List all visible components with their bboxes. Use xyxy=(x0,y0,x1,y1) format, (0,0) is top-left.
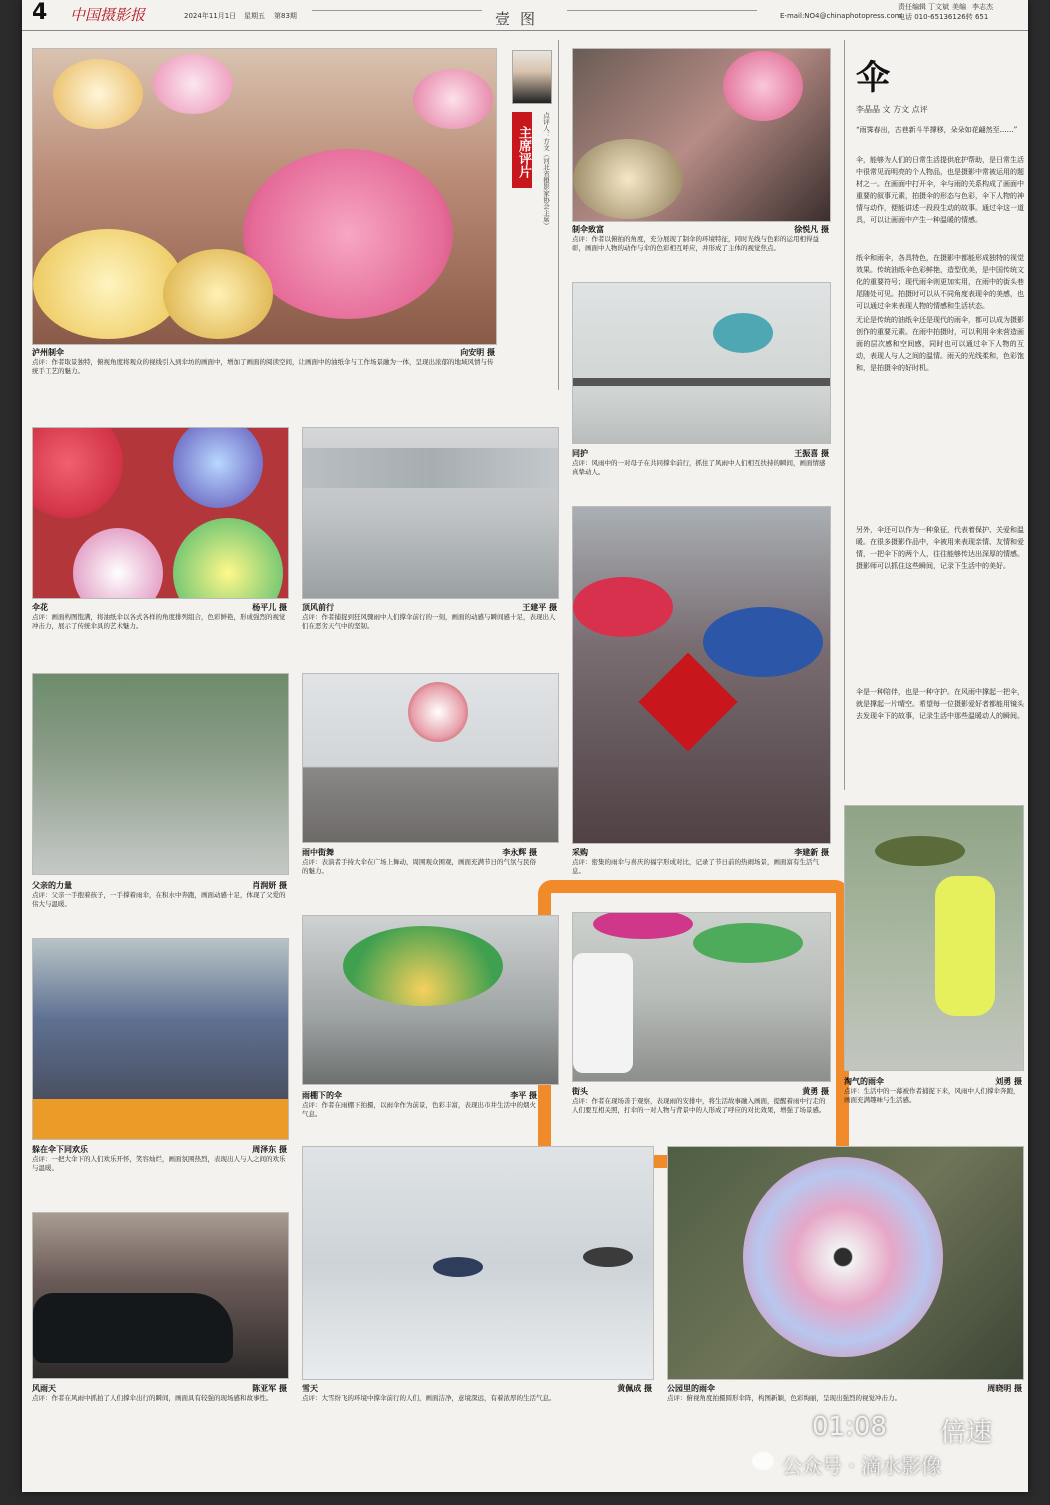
contact-phone: 电话 010-65136126转 651 xyxy=(898,13,989,21)
photo-comment: 点评：一把大伞下的人们欢乐开怀，笑容灿烂，画面氛围热烈，表现出人与人之间的欢乐与温暖。 xyxy=(32,1155,286,1172)
photo-caption: 街头 xyxy=(572,1087,588,1096)
umbrella-shape xyxy=(723,51,803,121)
photo-credit: 黄佩成 摄 xyxy=(617,1384,652,1393)
photo-credit: 杨平儿 摄 xyxy=(252,603,287,612)
photo-comment: 点评：画面构图饱满，将油纸伞以各式各样的角度排列组合，色彩鲜艳，形成强烈的视觉冲击力，展示了传统伞具的艺术魅力。 xyxy=(32,613,286,630)
photo-comment: 点评：表演者手持大伞在广场上舞动，周围观众围观，画面充满节日的气氛与民俗的魅力。 xyxy=(302,858,536,875)
photo-credit: 向安明 摄 xyxy=(460,348,495,357)
reviewer-avatar xyxy=(512,50,552,104)
umbrella-shape xyxy=(163,249,273,339)
photo-caption: 泸州制伞 xyxy=(32,348,64,357)
article-byline: 李晶晶 文 方文 点评 xyxy=(856,105,928,114)
railing xyxy=(573,378,830,386)
paper-name: 中国摄影报 xyxy=(70,6,146,24)
photo-credit: 陈亚军 摄 xyxy=(252,1384,287,1393)
umbrella-shape xyxy=(173,427,263,508)
playback-speed-button[interactable]: 倍速 xyxy=(940,1418,993,1448)
umbrella-shape xyxy=(593,912,693,939)
watermark: 公众号 · 滴水影像 xyxy=(782,1454,942,1478)
photo-comment: 点评：作者在现场善于观察，表现雨的安排中，将生活故事融入画面，提醒着雨中行走的人们要互相关照，打伞的一对人物与背景中的人形成了呼应的对比效果，增强了场景感。 xyxy=(572,1097,826,1114)
photo-comment: 点评：作者取景独特，俯视角度将观众的视线引入到伞坊的画面中，增加了画面的阅读空间，让画面中的油纸伞与工作场景融为一体，呈现出浓郁的地域风情与传统手工艺的魅力。 xyxy=(32,358,494,375)
editor-name: 丁文斌 xyxy=(928,3,949,11)
umbrella-shape xyxy=(153,54,233,114)
masthead xyxy=(22,0,1028,31)
umbrella-shape xyxy=(32,427,123,518)
photo-fuqin xyxy=(32,673,289,875)
photo-credit: 徐悦凡 摄 xyxy=(794,225,829,234)
photo-credit: 王建平 摄 xyxy=(522,603,557,612)
photo-comment: 点评：作者在风雨中抓拍了人们撑伞出行的瞬间，画面具有较强的现场感和故事性。 xyxy=(32,1394,273,1402)
photo-caption: 同护 xyxy=(572,449,588,458)
masthead-divider-left xyxy=(312,10,482,11)
umbrella-shape xyxy=(33,229,183,339)
designer-label: 美编 xyxy=(952,3,966,11)
photo-xuetian xyxy=(302,1146,654,1380)
photo-credit: 刘勇 摄 xyxy=(995,1077,1022,1086)
yellow-raincoat xyxy=(935,876,995,1016)
section-title: 壹图 xyxy=(495,10,546,28)
umbrella-shape xyxy=(413,69,493,129)
photo-comment: 点评：生活中的一幕被作者捕捉下来，风雨中人们撑伞奔跑，画面充满趣味与生活感。 xyxy=(844,1087,1020,1104)
umbrella-shape xyxy=(433,1257,483,1277)
contact-email: E-mail:NO4@chinaphotopress.com xyxy=(780,12,902,20)
photo-gongyuan xyxy=(667,1146,1024,1380)
photo-caption: 公园里的雨伞 xyxy=(667,1384,715,1393)
photo-comment: 点评：父亲一手抱着孩子，一手撑着雨伞，在积水中奔跑，画面动感十足，体现了父爱的伟大与温暖。 xyxy=(32,891,286,908)
weekday: 星期五 xyxy=(244,12,265,20)
photo-yuzhong xyxy=(302,673,559,843)
photo-jietou xyxy=(572,912,831,1082)
photo-caption: 伞花 xyxy=(32,603,48,612)
video-timestamp: 01:08 xyxy=(812,1412,887,1442)
photo-sanhua xyxy=(32,427,289,599)
photo-comment: 点评：风雨中的一对母子在共同撑伞前行，抓住了风雨中人们相互扶持的瞬间，画面情感真挚动人。 xyxy=(572,459,826,476)
photo-comment: 点评：作者在雨棚下拍摄，以雨伞作为前景，色彩丰富，表现出市井生活中的烟火气息。 xyxy=(302,1101,536,1118)
editor-label: 责任编辑 xyxy=(898,3,926,11)
umbrella-shape xyxy=(693,923,803,963)
umbrella-shape xyxy=(573,139,683,219)
photo-zhisan xyxy=(572,48,831,222)
photo-credit: 王振喜 摄 xyxy=(794,449,829,458)
article-paragraph: 另外，伞还可以作为一种象征，代表着保护、关爱和温暖。在很多摄影作品中，伞被用来表现亲情、友情和爱情，一把伞下的两个人，往往能够传达出深厚的情感。摄影师可以抓住这些瞬间，记录下生活中的美好。 xyxy=(856,526,1024,570)
photo-credit: 李永辉 摄 xyxy=(502,848,537,857)
article-paragraph: 伞，能够为人们的日常生活提供庇护帮助，是日常生活中很常见而明亮的个人物品，也是摄影中常被运用的题材之一。在画面中打开伞，伞与雨的关系构成了画面中重要的叙事元素，拍摄伞的形态与色彩，伞下人物的神情与动作，便能讲述一段段生动的故事。通过伞这一道具，可以让画面中产生一种温暖的情感。 xyxy=(856,156,1024,224)
photo-comment: 点评：作者捕捉到狂风骤雨中人们撑伞前行的一刻，画面的动感与瞬间感十足，表现出人们在恶劣天气中的坚韧。 xyxy=(302,613,556,630)
photo-caption: 躲在伞下同欢乐 xyxy=(32,1145,88,1154)
photo-credit: 周晓明 摄 xyxy=(987,1384,1022,1393)
designer-name: 李志杰 xyxy=(972,3,993,11)
reviewer-tag: 主席评片 xyxy=(512,112,532,188)
umbrella-shape xyxy=(73,528,163,599)
umbrella-shape xyxy=(875,836,965,866)
umbrella-shape xyxy=(408,682,468,742)
photo-comment: 点评：作者以俯拍的角度，充分展现了制伞的环境特征，同时光线与色彩的运用相得益彰，画面中人物的动作与伞的色彩相互呼应，并形成了主体的视觉焦点。 xyxy=(572,235,819,252)
column-divider xyxy=(844,40,845,790)
page-number: 4 xyxy=(32,0,48,25)
photo-caption: 风雨天 xyxy=(32,1384,56,1393)
umbrella-shape xyxy=(343,926,503,1006)
photo-dingfeng xyxy=(302,427,559,599)
white-car xyxy=(573,953,633,1073)
article-paragraph: 无论是传统的油纸伞还是现代的雨伞，都可以成为摄影创作的重要元素。在雨中拍摄时，可以利用伞来营造画面的层次感和空间感，同时也可以通过伞下人物的互动，表现人与人之间的温情。雨天的光线柔和，色彩饱和，是拍摄伞的好时机。 xyxy=(856,316,1024,372)
umbrella-shape xyxy=(243,149,453,319)
issue-number: 第83期 xyxy=(274,12,297,20)
photo-credit: 李建新 摄 xyxy=(794,848,829,857)
photo-tonghu xyxy=(572,282,831,444)
article-title: 伞 xyxy=(856,58,890,98)
skyline xyxy=(303,448,558,488)
issue-date: 2024年11月1日 xyxy=(184,12,237,20)
umbrella-shape xyxy=(53,59,143,129)
umbrella-shape xyxy=(583,1247,633,1267)
column-divider xyxy=(558,40,559,390)
photo-yupeng xyxy=(302,915,559,1085)
photo-comment: 点评：大雪纷飞的环境中撑伞前行的人们，画面洁净，意境深远，有着浓厚的生活气息。 xyxy=(302,1394,556,1402)
orange-stools xyxy=(33,1099,288,1139)
photo-caigou xyxy=(572,506,831,844)
photo-huanle xyxy=(32,938,289,1140)
photo-luzhou xyxy=(32,48,497,345)
photo-fengyu xyxy=(32,1212,289,1379)
umbrella-shape xyxy=(573,577,673,637)
masthead-divider xyxy=(567,10,757,11)
photo-caption: 雪天 xyxy=(302,1384,318,1393)
photo-caption: 顶风前行 xyxy=(302,603,334,612)
photo-credit: 黄勇 摄 xyxy=(802,1087,829,1096)
photo-caption: 制伞致富 xyxy=(572,225,604,234)
newspaper-page xyxy=(22,0,1028,1492)
wechat-icon xyxy=(752,1452,774,1470)
photo-credit: 肖润妍 摄 xyxy=(252,881,287,890)
photo-caption: 父亲的力量 xyxy=(32,881,72,890)
photo-credit: 李平 摄 xyxy=(510,1091,537,1100)
article-paragraph: 纸伞和雨伞，各具特色，在摄影中都能形成独特的视觉效果。传统油纸伞色彩鲜艳，造型优美，是中国传统文化的重要符号；现代雨伞则更加实用，在雨中的街头巷尾随处可见。拍摄时可以从不同角度表现伞的美感，也可以通过伞来表现人物的情感和生活状态。 xyxy=(856,254,1024,310)
umbrella-circle xyxy=(743,1157,943,1357)
umbrella-shape xyxy=(713,313,773,353)
photo-comment: 点评：密集的雨伞与喜庆的福字形成对比，记录了节日前的热闹场景，画面富有生活气息。 xyxy=(572,858,819,875)
photo-comment: 点评：俯视角度拍摄圆形伞阵，构图新颖，色彩绚丽，呈现出强烈的视觉冲击力。 xyxy=(667,1394,901,1402)
reviewer-bio: 点评人：方文（河北省摄影家协会主席） xyxy=(542,112,550,229)
photo-caption: 采购 xyxy=(572,848,588,857)
article-paragraph: 伞是一种陪伴，也是一种守护。在风雨中撑起一把伞，就是撑起一片晴空。希望每一位摄影爱好者都能用镜头去发现伞下的故事，记录生活中那些温暖动人的瞬间。 xyxy=(856,688,1024,720)
photo-credit: 周泽东 摄 xyxy=(252,1145,287,1154)
black-car xyxy=(33,1293,233,1363)
photo-taoqi xyxy=(844,805,1024,1071)
photo-caption: 淘气的雨伞 xyxy=(844,1077,884,1086)
umbrella-shape xyxy=(173,518,283,599)
photo-caption: 雨中街舞 xyxy=(302,848,334,857)
article-lead: “雨霁春出，古巷新斗半撑移，朵朵如花翩然至……” xyxy=(856,126,1018,134)
photo-caption: 雨棚下的伞 xyxy=(302,1091,342,1100)
umbrella-shape xyxy=(703,607,823,677)
